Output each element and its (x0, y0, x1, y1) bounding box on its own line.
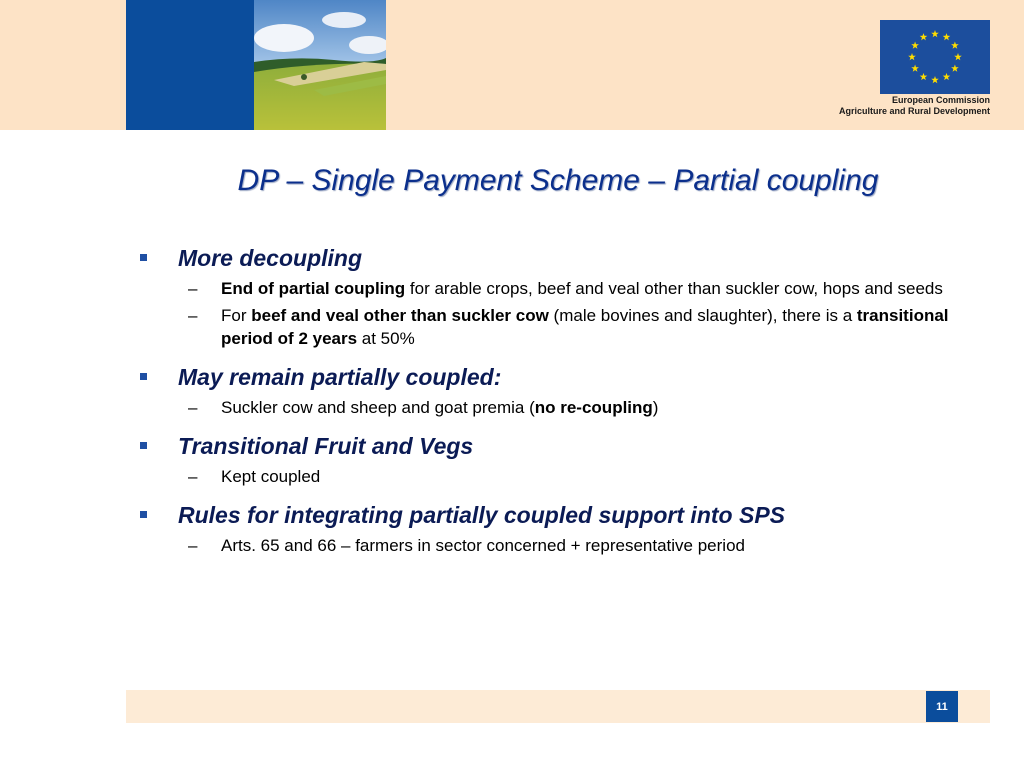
eu-flag-logo (880, 20, 990, 94)
landscape-image (254, 0, 386, 130)
sub-bullet-text: at 50% (357, 329, 415, 348)
sub-bullet-item (138, 465, 988, 488)
sub-bullet-item (138, 534, 988, 557)
sub-bullet-text: Arts. 65 and 66 – farmers in sector concerned + representative period (221, 536, 745, 555)
dash-bullet-icon: – (188, 398, 198, 417)
dash-bullet-icon: – (188, 536, 198, 555)
bullet-item (138, 431, 988, 461)
square-bullet-icon (140, 373, 147, 380)
page-number: 11 (926, 691, 958, 722)
slide-title: DP – Single Payment Scheme – Partial coupling (237, 164, 879, 197)
sub-bullet-bold-text: no re-coupling (534, 398, 653, 417)
sub-bullet-text: for arable crops, beef and veal other than suckler cow, hops and seeds (405, 279, 943, 298)
dash-bullet-icon: – (188, 467, 198, 486)
bullet-item (138, 500, 988, 530)
sub-bullet-text: Kept coupled (221, 467, 321, 486)
footer-band (126, 690, 990, 723)
header-blue-block (126, 0, 254, 130)
sub-bullet-bold-text: End of partial coupling (221, 279, 406, 298)
sub-bullet-item (138, 304, 988, 350)
sub-bullet-item (138, 277, 988, 300)
bullet-item (138, 243, 988, 273)
org-department: Agriculture and Rural Development (838, 106, 990, 116)
bullet-heading: Transitional Fruit and Vegs (178, 433, 474, 459)
sub-bullet-text: Suckler cow and sheep and goat premia ( (221, 398, 535, 417)
bullet-heading: May remain partially coupled: (178, 364, 502, 390)
square-bullet-icon (140, 511, 147, 518)
sub-bullet-item (138, 396, 988, 419)
sub-bullet-text: For (221, 306, 252, 325)
dash-bullet-icon: – (188, 306, 198, 325)
square-bullet-icon (140, 254, 147, 261)
square-bullet-icon (140, 442, 147, 449)
bullet-item (138, 362, 988, 392)
sub-bullet-bold-text: beef and veal other than suckler cow (251, 306, 549, 325)
sub-bullet-text: ) (652, 398, 659, 417)
org-name: European Commission (891, 95, 990, 105)
sub-bullet-bold-text: transitional period of 2 years (221, 306, 949, 348)
dash-bullet-icon: – (188, 279, 198, 298)
bullet-heading: More decoupling (178, 245, 362, 271)
bullet-heading: Rules for integrating partially coupled support into SPS (178, 502, 785, 528)
sub-bullet-text: (male bovines and slaughter), there is a (548, 306, 857, 325)
slide-content (138, 243, 988, 557)
org-name-block (780, 95, 990, 117)
